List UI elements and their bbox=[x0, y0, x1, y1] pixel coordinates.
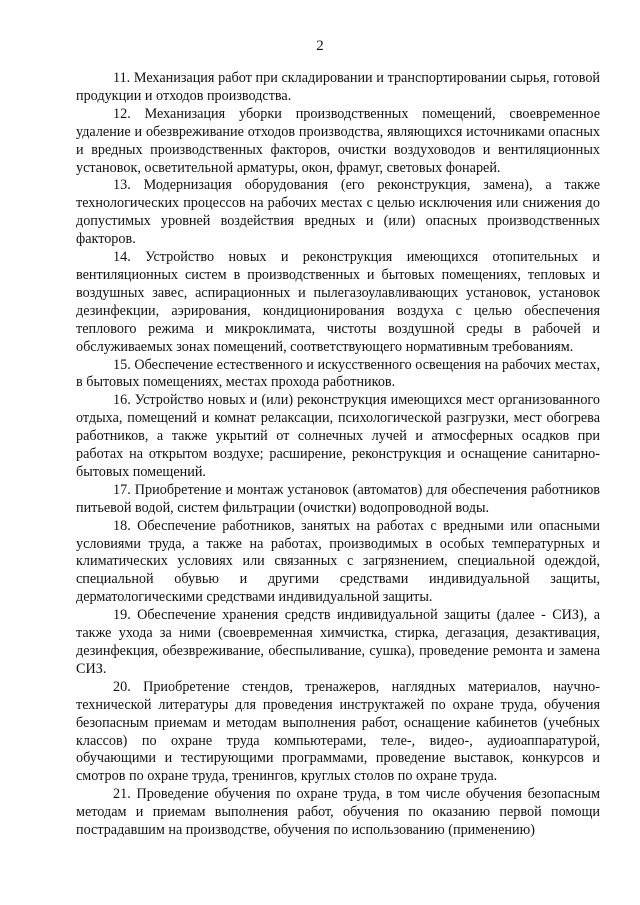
paragraph-18: 18. Обеспечение работников, занятых на работах с вредными или опасными условиями труда, а также на работах, производимых в особых температурных и климатических условиях или связанных с загрязнением, специальной одеждой, специальной обувью и другими средствами индивидуальной защиты, дерматологическими средствами индивидуальной защиты. bbox=[76, 517, 600, 606]
paragraph-12: 12. Механизация уборки производственных помещений, своевременное удаление и обезвреживание отходов производства, являющихся источниками опасных и вредных производственных факторов, очистки воздуховодов и вентиляционных установок, осветительной арматуры, окон, фрамуг, световых фонарей. bbox=[76, 105, 600, 176]
paragraph-16: 16. Устройство новых и (или) реконструкция имеющихся мест организованного отдыха, помещений и комнат релаксации, психологической разгрузки, мест обогрева работников, а также укрытий от солнечных лучей и атмосферных осадков при работах на открытом воздухе; расширение, реконструкция и оснащение санитарно-бытовых помещений. bbox=[76, 392, 600, 480]
page-number: 2 bbox=[316, 38, 324, 54]
paragraph-21: 21. Проведение обучения по охране труда, в том числе обучения безопасным методам и приемам выполнения работ, обучения по оказанию первой помощи пострадавшим на производстве, обучения по использованию (применению) bbox=[76, 786, 600, 839]
paragraph-11: 11. Механизация работ при складировании и транспортировании сырья, готовой продукции и отходов производства. bbox=[76, 70, 600, 104]
paragraph-20: 20. Приобретение стендов, тренажеров, наглядных материалов, научно-технической литературы для проведения инструктажей по охране труда, обучения безопасным приемам и методам выполнения работ, оснащение кабинетов (учебных классов) по охране труда компьютерами, теле-, видео-, аудиоаппаратурой, обучающими и тестирующими программами, проведение выставок, конкурсов и смотров по охране труда, тренингов, круглых столов по охране труда. bbox=[76, 678, 600, 785]
paragraph-15: 15. Обеспечение естественного и искусственного освещения на рабочих местах, в бытовых помещениях, местах прохода работников. bbox=[76, 356, 600, 391]
paragraph-13: 13. Модернизация оборудования (его реконструкция, замена), а также технологических процессов на рабочих местах с целью исключения или снижения до допустимых уровней воздействия вредных и (или) опасных производственных факторов. bbox=[76, 177, 600, 248]
paragraph-14: 14. Устройство новых и реконструкция имеющихся отопительных и вентиляционных систем в производственных и бытовых помещениях, тепловых и воздушных завес, аспирационных и пылегазоулавливающих установок, установок дезинфекции, аэрирования, кондиционирования воздуха с целью обеспечения теплового режима и микроклимата, чистоты воздушной среды в рабочей и обслуживаемых зонах помещений, соответствующего нормативным требованиям. bbox=[76, 249, 600, 355]
paragraph-19: 19. Обеспечение хранения средств индивидуальной защиты (далее - СИЗ), а также ухода за ними (своевременная химчистка, стирка, дегазация, дезактивация, дезинфекция, обезвреживание, обеспыливание, сушка), проведение ремонта и замена СИЗ. bbox=[76, 607, 600, 677]
document-body bbox=[76, 70, 600, 840]
paragraph-17: 17. Приобретение и монтаж установок (автоматов) для обеспечения работников питьевой водой, систем фильтрации (очистки) водопроводной воды. bbox=[76, 481, 600, 516]
